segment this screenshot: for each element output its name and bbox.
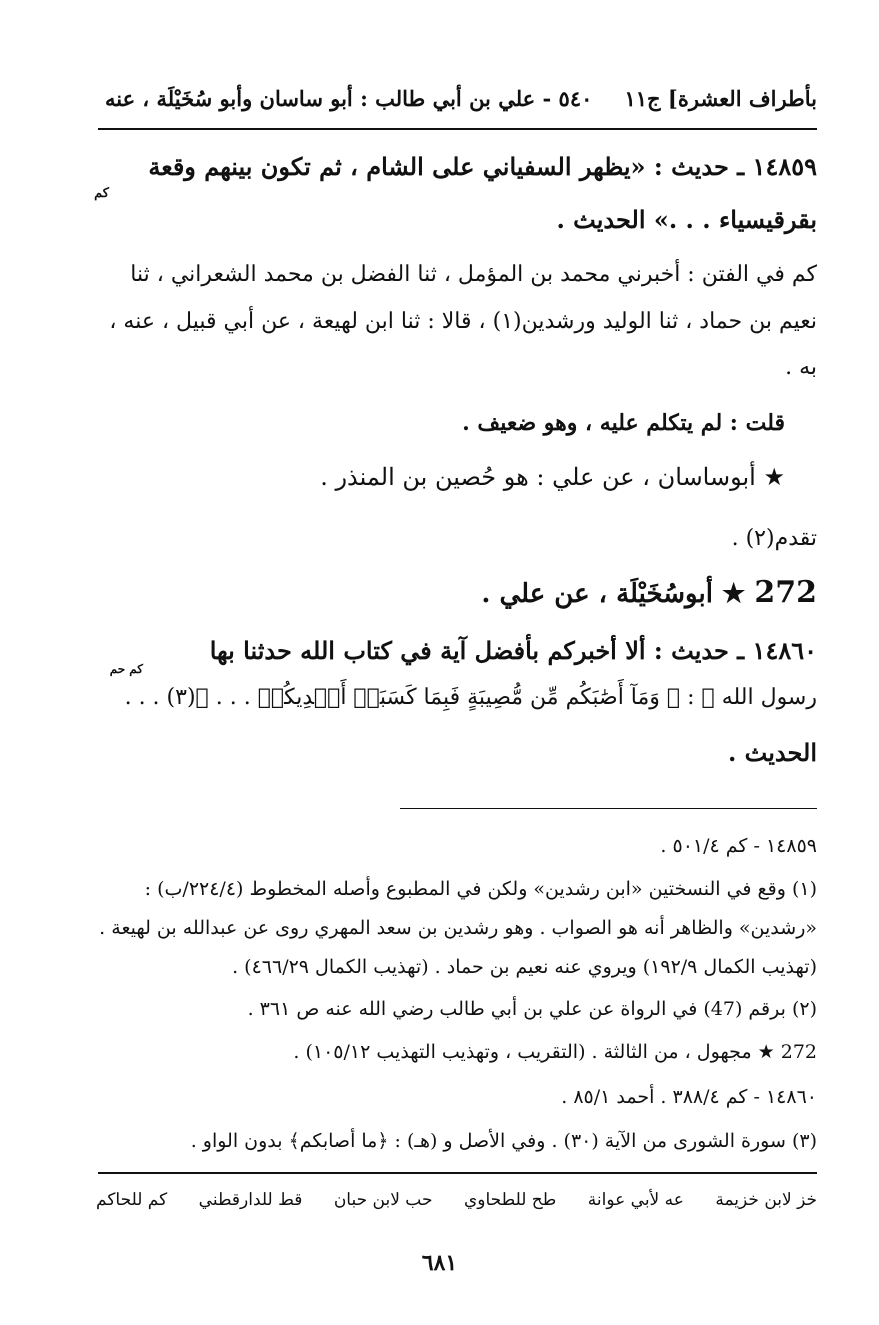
abusukhayla-heading	[481, 575, 817, 610]
hadith-14859-line1: ١٤٨٥٩ ـ حديث : «يظهر السفياني على الشام ، ثم تكون بينهم وقعة	[148, 152, 817, 181]
abbr-item: قط للدارقطني	[198, 1190, 303, 1210]
abbr-item: خز لابن خزيمة	[715, 1190, 817, 1210]
footnote-2: (٢) برقم (47) في الرواة عن علي بن أبي طالب رضي الله عنه ص ٣٦١ .	[247, 998, 817, 1020]
abbr-item: حب لابن حبان	[333, 1190, 433, 1210]
abusukhayla-number: 272	[754, 575, 817, 610]
running-header-book: بأطراف العشرة] ج١١	[624, 86, 817, 111]
footnote-1-line2: «رشدين» والظاهر أنه هو الصواب . وهو رشدين بن سعد المهري روى عن عبدالله بن لهيعة .	[99, 917, 817, 939]
running-header-entry: ٥٤٠ - علي بن أبي طالب : أبو ساسان وأبو سُخَيْلَة ، عنه	[105, 86, 593, 111]
hadith-14859-line2: بقرقيسياء . . .» الحديث .	[556, 205, 817, 234]
abbreviations-rule	[98, 1172, 817, 1174]
isnad-line1: كم في الفتن : أخبرني محمد بن المؤمل ، ثنا الفضل بن محمد الشعراني ، ثنا	[130, 262, 817, 287]
footnote-1-line3: (تهذيب الكمال ١٩٢/٩) ويروي عنه نعيم بن حماد . (تهذيب الكمال ٤٦٦/٢٩) .	[232, 956, 817, 978]
hadith-14859-code: كم	[94, 186, 109, 201]
footnote-3: (٣) سورة الشورى من الآية (٣٠) . وفي الأصل و (هـ) : ﴿ما أصابكم﴾ بدون الواو .	[190, 1130, 817, 1152]
page-number: ٦٨١	[421, 1250, 458, 1276]
abusukhayla-text: ★ أبوسُخَيْلَة ، عن علي .	[481, 579, 746, 609]
footnote-1-line1: (١) وقع في النسختين «ابن رشدين» ولكن في المطبوع وأصله المخطوط (٢٢٤/٤/ب) :	[144, 878, 817, 900]
header-rule	[98, 128, 817, 130]
abbr-item: طح للطحاوي	[463, 1190, 557, 1210]
footnote-separator	[400, 808, 817, 809]
qult-remark: قلت : لم يتكلم عليه ، وهو ضعيف .	[462, 410, 785, 436]
abusasan-heading: ★ أبوساسان ، عن علي : هو حُصين بن المنذر .	[320, 463, 785, 491]
footnote-272: 272 ★ مجهول ، من الثالثة . (التقريب ، وتهذيب التهذيب ١٠٥/١٢) .	[293, 1041, 817, 1063]
isnad-line2: نعيم بن حماد ، ثنا الوليد ورشدين(١) ، قالا : ثنا ابن لهيعة ، عن أبي قبيل ، عنه ،	[109, 309, 817, 334]
hadith-14860-code: كم حم	[109, 662, 143, 676]
abbr-item: عه لأبي عوانة	[587, 1190, 684, 1210]
footnote-14860-source: ١٤٨٦٠ - كم ٣٨٨/٤ . أحمد ٨٥/١ .	[561, 1086, 817, 1108]
hadith-14860-line3: الحديث .	[727, 738, 817, 767]
hadith-14860-line1: ١٤٨٦٠ ـ حديث : ألا أخبركم بأفضل آية في كتاب الله حدثنا بها	[209, 636, 817, 665]
taqaddam-note: تقدم(٢) .	[731, 526, 817, 551]
abbreviations-legend	[96, 1190, 817, 1210]
footnote-14859-source: ١٤٨٥٩ - كم ٥٠١/٤ .	[660, 835, 817, 857]
hadith-14860-line2: رسول الله ﷺ : ﴿ وَمَآ أَصَٰبَكُم مِّن مُّصِيبَةٍ فَبِمَا كَسَبَتۡ أَيۡدِيكُمۡ . . . ﴾(٣) . . .	[124, 685, 817, 710]
isnad-line3: به .	[785, 355, 817, 380]
abbr-item: كم للحاكم	[96, 1190, 168, 1210]
